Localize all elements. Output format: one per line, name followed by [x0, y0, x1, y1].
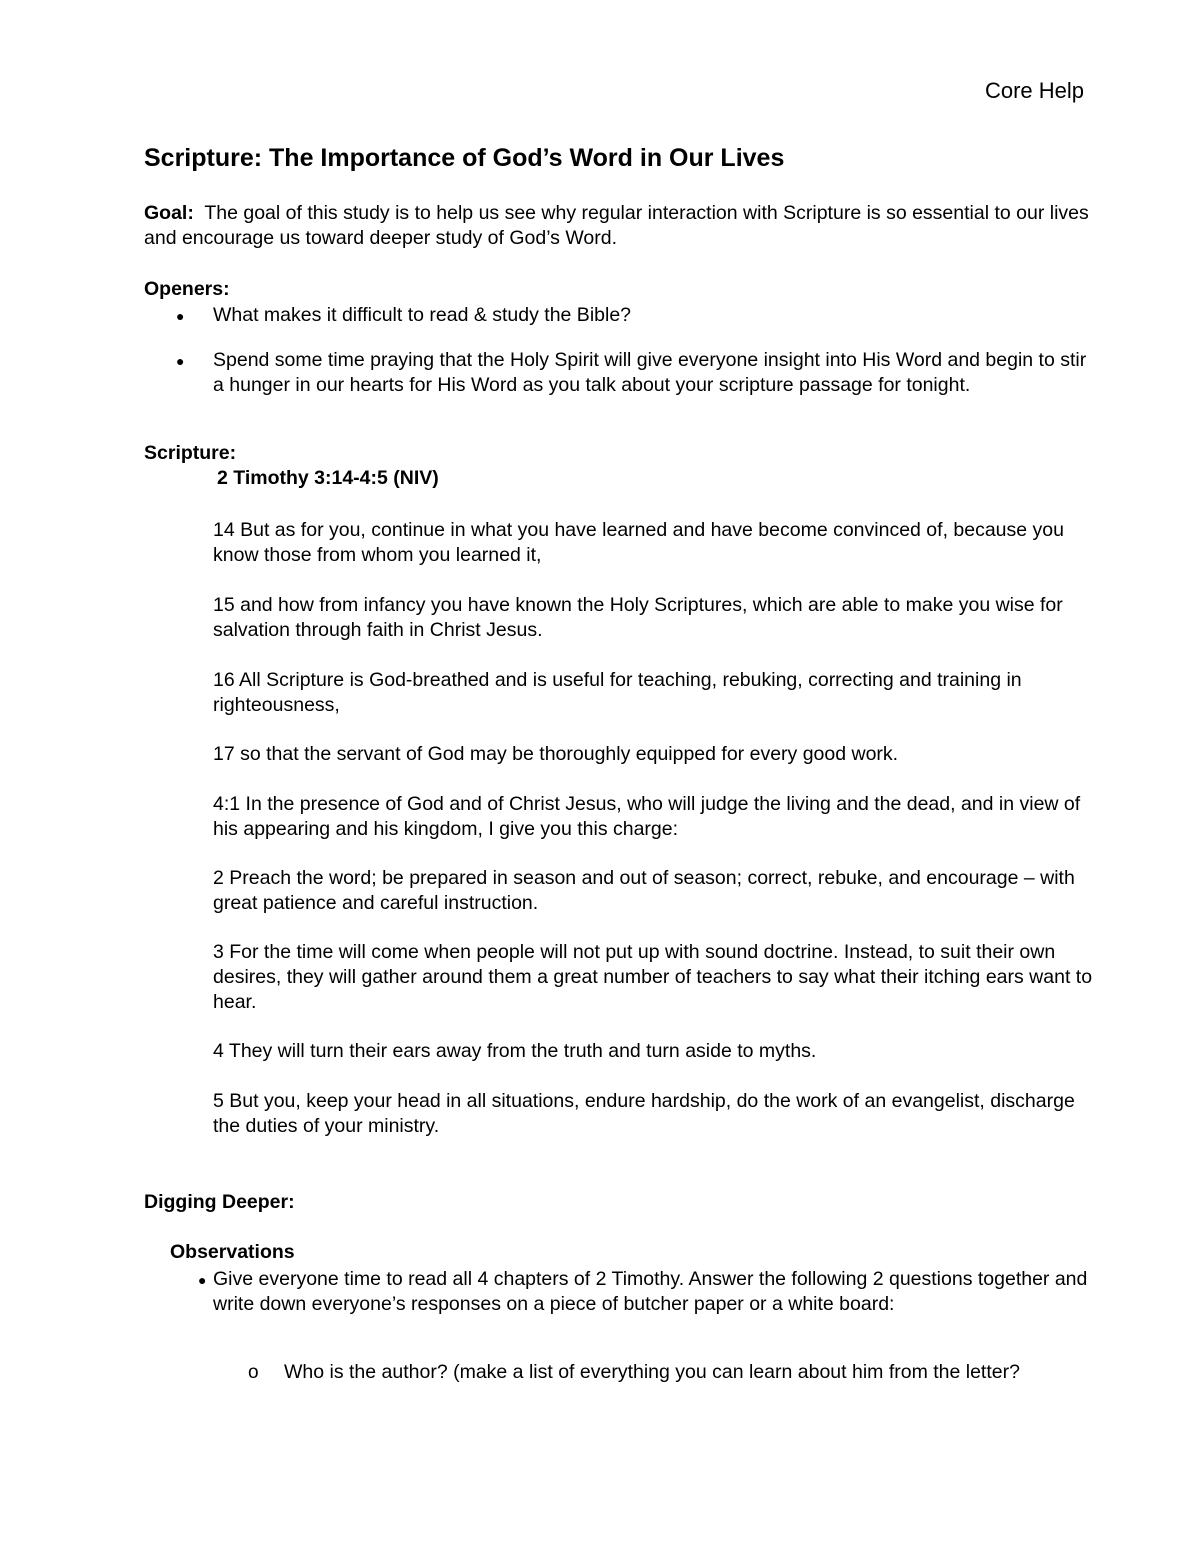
- bullet-icon: ●: [176, 353, 185, 369]
- verse: 3 For the time will come when people will not put up with sound doctrine. Instead, to suit their own desires, they will gather around them a great number of teachers to say what their itching ears want to hear.: [213, 941, 1093, 1013]
- observation-sub-item: Who is the author? (make a list of everything you can learn about him from the letter?: [284, 1361, 1020, 1383]
- bullet-icon: ●: [176, 308, 185, 324]
- verse: 15 and how from infancy you have known the Holy Scriptures, which are able to make you wise for salvation through faith in Christ Jesus.: [213, 594, 1063, 641]
- verse: 14 But as for you, continue in what you have learned and have become convinced of, because you know those from whom you learned it,: [213, 519, 1064, 566]
- goal-paragraph: [144, 201, 1094, 251]
- digging-deeper-label: Digging Deeper:: [144, 1191, 295, 1213]
- bullet-icon: ●: [198, 1272, 207, 1288]
- verse: 16 All Scripture is God-breathed and is useful for teaching, rebuking, correcting and training in righteousness,: [213, 669, 1022, 716]
- openers-label: Openers:: [144, 278, 230, 300]
- goal-text: The goal of this study is to help us see why regular interaction with Scripture is so essential to our lives and encourage us toward deeper study of God’s Word.: [144, 202, 1089, 249]
- opener-item: What makes it difficult to read & study the Bible?: [213, 304, 632, 326]
- scripture-label: Scripture:: [144, 442, 237, 464]
- page-title: Scripture: The Importance of God’s Word in Our Lives: [144, 144, 785, 172]
- opener-item: Spend some time praying that the Holy Spirit will give everyone insight into His Word and begin to stir a hunger in our hearts for His Word as you talk about your scripture passage for tonight.: [213, 349, 1087, 396]
- verse: 5 But you, keep your head in all situations, endure hardship, do the work of an evangelist, discharge the duties of your ministry.: [213, 1090, 1075, 1137]
- goal-label: Goal:: [144, 202, 194, 224]
- observations-label: Observations: [170, 1241, 295, 1263]
- verse: 17 so that the servant of God may be thoroughly equipped for every good work.: [213, 743, 899, 765]
- page-header: Core Help: [984, 78, 1084, 103]
- observation-item: Give everyone time to read all 4 chapters of 2 Timothy. Answer the following 2 questions together and write down everyone’s responses on a piece of butcher paper or a white board:: [213, 1268, 1088, 1315]
- sub-bullet-marker: o: [248, 1362, 259, 1383]
- verse: 4 They will turn their ears away from the truth and turn aside to myths.: [213, 1040, 817, 1062]
- verse: 2 Preach the word; be prepared in season and out of season; correct, rebuke, and encourage – with great patience and careful instruction.: [213, 867, 1075, 914]
- verse: 4:1 In the presence of God and of Christ Jesus, who will judge the living and the dead, and in view of his appearing and his kingdom, I give you this charge:: [213, 793, 1081, 840]
- scripture-reference: 2 Timothy 3:14-4:5 (NIV): [217, 467, 439, 489]
